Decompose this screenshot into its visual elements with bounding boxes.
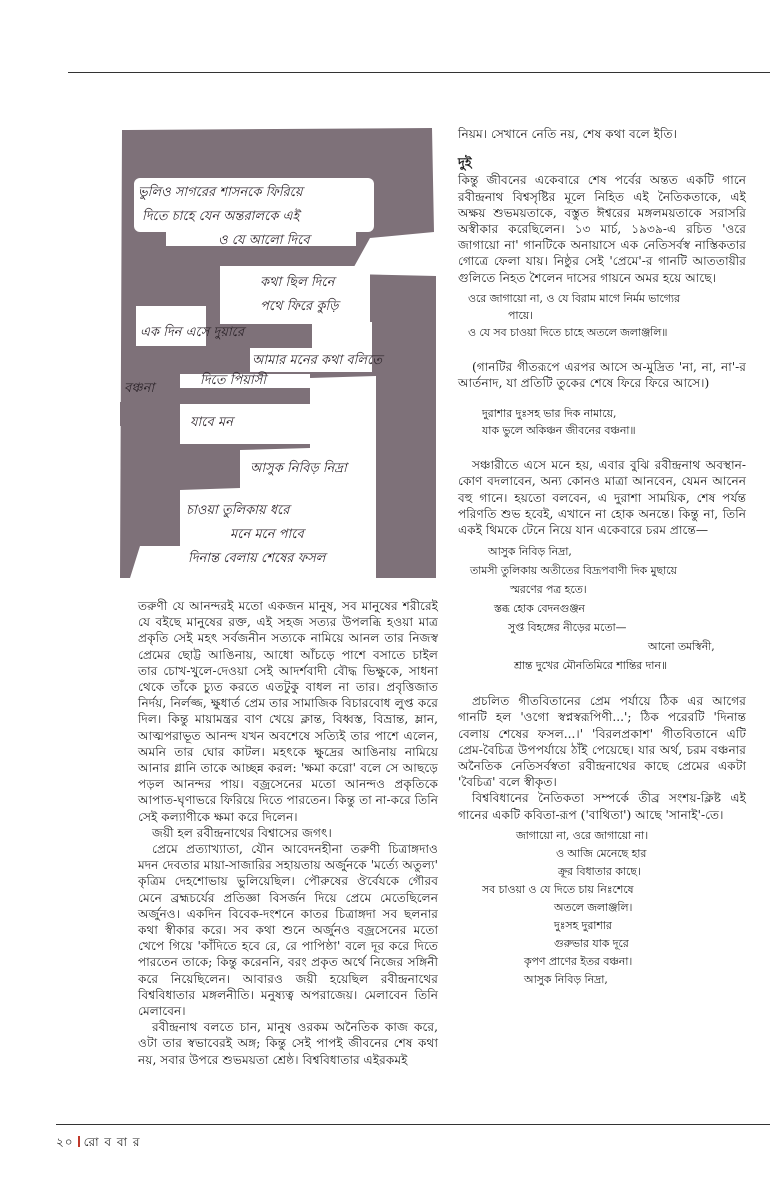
verse-block (458, 290, 746, 341)
footer-divider (78, 1136, 80, 1147)
paragraph: বিশ্ববিধানের নৈতিকতা সম্পর্কে তীব্র সংশয়-ক্লিষ্ট এই গানের একটি কবিতা-রূপ ('বাথিতা') আছে 'সানাই'-তে। (458, 791, 746, 822)
manuscript-line: কথা ছিল দিনে (260, 275, 335, 290)
verse-block (458, 542, 746, 675)
page-footer (56, 1134, 140, 1154)
verse-block (458, 405, 746, 439)
verse-line: দুঃসহ দুরাশার (554, 918, 612, 932)
footer-rule (56, 1124, 770, 1125)
manuscript-line: চাওয়া তুলিকায় ধরে (186, 503, 290, 518)
verse-line: ও যে সব চাওয়া দিতে চাহে অতলে জলাঞ্জলি॥ (468, 325, 668, 339)
verse-line: ক্রূর বিধাতার কাছে। (558, 864, 641, 878)
verse-line: আসুক নিবিড় নিদ্রা, (488, 545, 572, 559)
magazine-name: রো ব বা র (83, 1135, 141, 1149)
header-rule (68, 72, 770, 73)
verse-line: দুরাশার দুঃসহ ভার দিক নামায়ে, (482, 407, 617, 421)
verse-block (458, 827, 746, 989)
paragraph: জয়ী হল রবীন্দ্রনাথের বিশ্বাসের জগৎ। (152, 825, 332, 840)
verse-line: শ্রান্ত দুখের মৌনতিমিরে শান্তির দান॥ (514, 659, 667, 673)
paragraph: কিন্তু জীবনের একেবারে শেষ পর্বের অন্তত একটি গানে রবীন্দ্রনাথ বিশ্বসৃষ্টির মূলে নিহিত এই নৈতিকতাকে, এই অক্ষয় শুভময়তাকে, বস্তুত ঈশ্বরের মঙ্গলময়তাকে সরাসরি অস্বীকার করেছিলেন। ১৩ মার্চ, ১৯৩৯-এ রচিত 'ওরে জাগায়ো না' গানটিকে অনায়াসে এক নেতিসর্বস্ব নাস্তিকতার গোত্রে ফেলা যায়। নিষ্ঠুর সেই 'প্রেমে'-র গানটি আততায়ীর গুলিতে নিহত শৈলেন দাসের গায়নে অমর হয়ে আছে। (458, 173, 746, 285)
verse-line: সুপ্ত বিহঙ্গের নীড়ের মতো— (508, 621, 627, 635)
verse-line: গুরুভার যাক দূরে (554, 936, 629, 950)
right-column (458, 126, 746, 999)
manuscript-line: আসুক নিবিড় নিদ্রা (250, 461, 347, 476)
paragraph: নিয়ম। সেখানে নেতি নয়, শেষ কথা বলে ইতি। (458, 127, 677, 141)
left-column (138, 598, 438, 1068)
verse-line: কৃপণ প্রাণের ইতর বঞ্চনা। (524, 954, 633, 968)
manuscript-line: দিনান্ত বেলায় শেষের ফসল (188, 551, 326, 566)
verse-line: ওরে জাগায়ো না, ও যে বিরাম মাগে নির্মম ভাগ্যের (468, 291, 680, 305)
manuscript-line: আমার মনের কথা বলিতে (252, 353, 382, 368)
paragraph: সঞ্চারীতে এসে মনে হয়, এবার বুঝি রবীন্দ্রনাথ অবস্থান-কোণ বদলাবেন, অন্য কোনও মাত্রা আনবেন, যেমন আনেন বহু গানে। হয়তো বলবেন, এ দুরাশা সাময়িক, শেষ পর্যন্ত পরিণতি শুভ হবেই, এখানে না হোক অনন্তে। কিন্তু না, তিনি একই থিমকে টেনে নিয়ে যান একেবারে চরম প্রান্তে— (458, 458, 746, 538)
manuscript-line: যাবে মন (190, 415, 233, 430)
section-heading: দুই (458, 156, 472, 172)
verse-line: ও আজি মেনেছে হার (556, 846, 647, 860)
manuscript-line: ভুলিও সাগরের শাসনকে ফিরিয়ে (138, 185, 303, 200)
verse-line: আনো তমস্বিনী, (648, 640, 715, 654)
verse-line: যাক ভুলে অকিঞ্চন জীবনের বঞ্চনা॥ (482, 424, 636, 438)
manuscript-line: দিতে চাহে যেন অন্তরালকে এই (142, 209, 300, 224)
manuscript-line: মনে মনে পাবে (230, 527, 304, 542)
verse-line: তামসী তুলিকায় অতীতের বিদ্রূপবাণী দিক মুছায়ে (470, 564, 677, 578)
paragraph: (গানটির গীতরূপে এরপর আসে অ-মুদ্রিত 'না, না, না'-র আর্তনাদ, যা প্রতিটি তুকের শেষে ফিরে ফিরে আসে।) (458, 359, 746, 391)
manuscript-line: বঞ্চনা (124, 381, 155, 396)
verse-line: পায়ে। (508, 308, 534, 322)
verse-line: স্তব্ধ হোক বেদনগুঞ্জন (494, 602, 585, 616)
paragraph: প্রেমে প্রত্যাখ্যাতা, যৌন আবেদনহীনা তরুণী চিত্রাঙ্গদাও মদন দেবতার মায়া-সাজারির সহায়তায় অর্জুনকে 'মর্ত্যে অতুল্য' কৃত্রিম দেহশোভায় ভুলিয়েছিল। পৌরুষের ঔর্বেযকে গৌরব মেনে ব্রহ্মচর্যের প্রতিজ্ঞা বিসর্জন দিয়ে প্রেমে মেতেছিলেন অর্জুনও। একদিন বিবেক-দংশনে কাতর চিত্রাঙ্গদা সব ছলনার কথা স্বীকার করে। সব কথা শুনে অর্জুনও বজ্রসেনের মতো খেপে গিয়ে 'কাঁদিতে হবে রে, রে পাপিষ্ঠা' বলে দূর করে দিতে পারতেন তাকে; কিন্তু করেননি, বরং প্রকৃত অর্থে নিজের সঙ্গিনী করে নিয়েছিলেন। আবারও জয়ী হয়েছিল রবীন্দ্রনাথের বিশ্ববিধাতার মঙ্গলনীতি। মনুষ্যত্ব অপরাজেয়। মেলাবেন তিনি মেলাবেন। (138, 842, 438, 1019)
verse-line: জাগায়ো না, ওরে জাগায়ো না। (516, 828, 649, 842)
manuscript-line: ও যে আলো দিবে (218, 233, 310, 248)
manuscript-line: এক দিন এসে দুয়ারে (140, 325, 245, 340)
verse-line: স্মরণের পত্র হতে। (510, 583, 587, 597)
verse-line: অতলে জলাঞ্জলি। (554, 900, 633, 914)
manuscript-line: দিতে পিয়াসী (200, 373, 266, 388)
manuscript-image (120, 126, 436, 578)
manuscript-line: পথে ফিরে কুড়ি (260, 299, 339, 314)
page-number: ২০ (56, 1135, 74, 1149)
paragraph: তরুণী যে আনন্দরই মতো একজন মানুষ, সব মানুষের শরীরেই যে বইছে মানুষের রক্ত, এই সহজ সত্যর উপলব্ধি হওয়া মাত্র প্রকৃতি সেই মহৎ সর্বজনীন সত্যকে নামিয়ে আনল তার নিজস্ব প্রেমের ছোট্ট আঙিনায়, আধো আঁচড়ে পাশে বসাতে চাইল তার চোখ-খুলে-দেওয়া সেই আদর্শবাদী বৌদ্ধ ভিক্ষুকে, সাধনা থেকে তাঁকে চ্যুত করতে এতটুকু বাধল না তার। প্রবৃত্তিজাত নির্দয়, নির্লজ্জ, ক্ষুধার্ত প্রেম তার সামাজিক বিচারবোধ লুপ্ত করে দিল। কিন্তু মায়ামন্ত্রর বাণ খেয়ে ক্লান্ত, বিধ্বস্ত, বিভ্রান্ত, ম্লান, আত্মপরাভূত আনন্দ যখন অবশেষে সত্যিই তার পাশে এলেন, অমনি তার ঘোর কাটল। মহৎকে ক্ষুদ্রের আঙিনায় নামিয়ে আনার গ্লানি তাকে আচ্ছন্ন করল: 'ক্ষমা করো' বলে সে আছড়ে পড়ল আনন্দর পায়। বজ্রসেনের মতো আনন্দও প্রকৃতিকে আপাত-ঘৃণাভরে ফিরিয়ে দিতে পারতেন। কিন্তু তা না-করে তিনি সেই কল্যাণীকে ক্ষমা করে দিলেন। (138, 599, 438, 824)
verse-line: আসুক নিবিড় নিদ্রা, (524, 972, 608, 986)
paragraph: রবীন্দ্রনাথ বলতে চান, মানুষ ওরকম অনৈতিক কাজ করে, ওটা তার স্বভাবেরই অঙ্গ; কিন্তু সেই পাপই জীবনের শেষ কথা নয়, সবার উপরে শুভময়তা শ্রেষ্ঠ। বিশ্ববিধাতার এইরকমই (138, 1020, 438, 1067)
verse-line: সব চাওয়া ও যে দিতে চায় নিঃশেষে (482, 882, 634, 896)
paragraph: প্রচলিত গীতবিতানের প্রেম পর্যায়ে ঠিক এর আগের গানটি হল 'ওগো স্বপ্নস্বরূপিণী...'; ঠিক পরেরটি 'দিনান্ত বেলায় শেষের ফসল...।' 'বিরলপ্রকাশ' গীতবিতানে এটি প্রেম-বৈচিত্র উপপর্যায়ে ঠাঁই পেয়েছে। যার অর্থ, চরম বঞ্চনার অনৈতিক নেতিসর্বস্বতা রবীন্দ্রনাথের কাছে প্রেমের একটা 'বৈচিত্র' বলে স্বীকৃত। (458, 694, 746, 790)
